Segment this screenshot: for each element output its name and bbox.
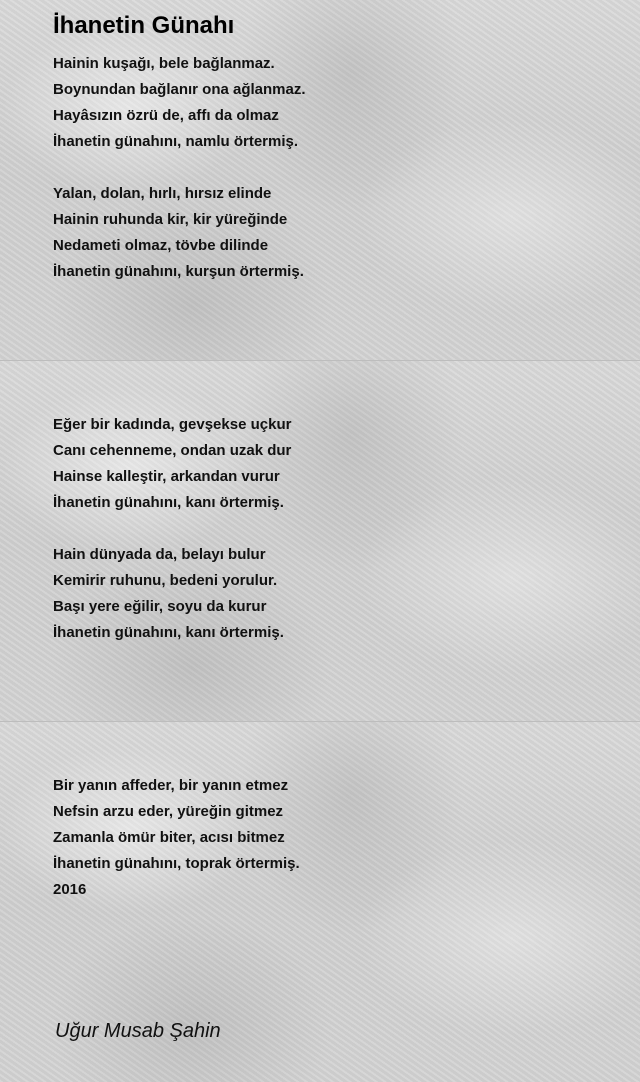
stanza-2	[53, 181, 304, 285]
poem-line: İhanetin günahını, toprak örtermiş.	[53, 855, 300, 872]
poem-line: Eğer bir kadında, gevşekse uçkur	[53, 416, 292, 433]
poem-author: Uğur Musab Şahin	[55, 1020, 221, 1042]
poem-line: Nedameti olmaz, tövbe dilinde	[53, 237, 269, 254]
poem-line: İhanetin günahını, kanı örtermiş.	[53, 494, 284, 511]
poem-line: Boynundan bağlanır ona ağlanmaz.	[53, 81, 306, 98]
poem-panel-3	[0, 721, 640, 1082]
poem-line: Hainse kalleştir, arkandan vurur	[53, 468, 280, 485]
poem-line: Hain dünyada da, belayı bulur	[53, 546, 266, 563]
stanza-1	[53, 51, 306, 155]
poem-panel-1	[0, 0, 640, 360]
poem-line: Hainin ruhunda kir, kir yüreğinde	[53, 211, 288, 228]
poem-line: Nefsin arzu eder, yüreğin gitmez	[53, 803, 284, 820]
stanza-4	[53, 542, 284, 646]
poem-title: İhanetin Günahı	[53, 12, 235, 39]
poem-line: Zamanla ömür biter, acısı bitmez	[53, 829, 285, 846]
poem-line: Hayâsızın özrü de, affı da olmaz	[53, 107, 279, 124]
poem-line: İhanetin günahını, namlu örtermiş.	[53, 133, 299, 150]
stanza-5	[53, 773, 300, 877]
poem-line: İhanetin günahını, kanı örtermiş.	[53, 624, 284, 641]
poem-line: Bir yanın affeder, bir yanın etmez	[53, 777, 289, 794]
poem-line: Canı cehenneme, ondan uzak dur	[53, 442, 292, 459]
stanza-3	[53, 412, 291, 516]
poem-panel-2	[0, 360, 640, 721]
poem-line: Hainin kuşağı, bele bağlanmaz.	[53, 55, 275, 72]
poem-line: Yalan, dolan, hırlı, hırsız elinde	[53, 185, 272, 202]
poem-line: İhanetin günahını, kurşun örtermiş.	[53, 263, 304, 280]
poem-line: Başı yere eğilir, soyu da kurur	[53, 598, 267, 615]
poem-line: Kemirir ruhunu, bedeni yorulur.	[53, 572, 278, 589]
poem-year: 2016	[53, 881, 87, 898]
